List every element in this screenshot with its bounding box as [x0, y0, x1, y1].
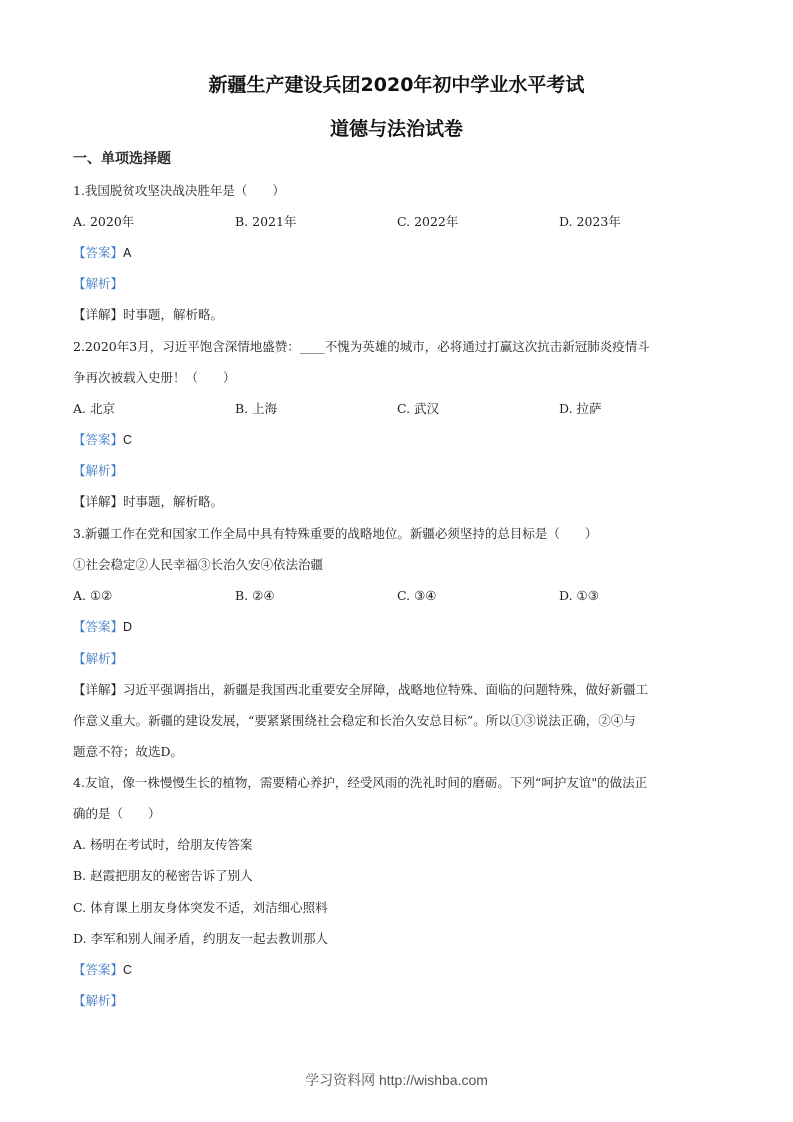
- question-3-detail-line-2: 作意义重大。新疆的建设发展，“要紧紧围绕社会稳定和长治久安总目标”。所以①③说法正确，②④与: [73, 713, 636, 728]
- question-2-stem-line-2: 争再次被载入史册！（ ）: [73, 370, 236, 385]
- answer-label: 【答案】: [73, 962, 124, 977]
- question-1-option-c: C. 2022年: [397, 214, 459, 229]
- question-2-answer: [73, 431, 132, 449]
- question-1-detail: [73, 306, 223, 324]
- detail-label: 【详解】: [73, 494, 124, 509]
- question-3-statements: ①社会稳定②人民幸福③长治久安④依法治疆: [73, 557, 324, 572]
- question-2-option-d: D. 拉萨: [559, 401, 602, 416]
- question-1-answer: [73, 244, 131, 262]
- question-2-stem-line-1: 2.2020年3月，习近平饱含深情地盛赞：____不愧为英雄的城市，必将通过打赢这次抗击新冠肺炎疫情斗: [73, 339, 650, 354]
- question-4-option-b: B. 赵霞把朋友的秘密告诉了别人: [73, 868, 253, 883]
- detail-text: 时事题，解析略。: [123, 307, 224, 322]
- question-1-option-d: D. 2023年: [559, 214, 621, 229]
- question-2-detail: [73, 493, 223, 511]
- question-3-option-b: B. ②④: [235, 588, 275, 603]
- question-1-analysis-label: 【解析】: [73, 276, 124, 291]
- document-title: 新疆生产建设兵团2020年初中学业水平考试: [208, 74, 585, 96]
- answer-value: C: [123, 963, 133, 977]
- question-4-stem-line-1: 4.友谊，像一株慢慢生长的植物，需要精心养护，经受风雨的洗礼时间的磨砺。下列“呵护友谊"的做法正: [73, 775, 648, 790]
- question-3-detail-line-3: 题意不符；故选D。: [73, 744, 184, 759]
- answer-value: C: [123, 433, 133, 447]
- question-3-detail-line-1: [73, 681, 648, 699]
- section-heading: 一、单项选择题: [73, 151, 171, 167]
- question-3-option-d: D. ①③: [559, 588, 599, 603]
- question-3-option-c: C. ③④: [397, 588, 437, 603]
- question-4-stem-line-2: 确的是（ ）: [73, 806, 161, 821]
- question-2-analysis-label: 【解析】: [73, 463, 124, 478]
- detail-text: 时事题，解析略。: [123, 494, 224, 509]
- question-3-answer: [73, 618, 132, 636]
- answer-value: A: [123, 246, 132, 260]
- question-1-option-b: B. 2021年: [235, 214, 297, 229]
- answer-value: D: [123, 620, 133, 634]
- question-2-option-c: C. 武汉: [397, 401, 440, 416]
- question-3-option-a: A. ①②: [73, 588, 113, 603]
- question-4-option-a: A. 杨明在考试时，给朋友传答案: [73, 837, 253, 852]
- question-1-stem: 1.我国脱贫攻坚决战决胜年是（ ）: [73, 183, 285, 198]
- question-4-answer: [73, 961, 132, 979]
- question-2-option-b: B. 上海: [235, 401, 278, 416]
- page-footer-watermark: 学习资料网 http://wishba.com: [305, 1072, 488, 1088]
- document-subtitle: 道德与法治试卷: [329, 118, 463, 140]
- detail-label: 【详解】: [73, 682, 124, 697]
- answer-label: 【答案】: [73, 619, 124, 634]
- question-4-analysis-label: 【解析】: [73, 993, 124, 1008]
- detail-label: 【详解】: [73, 307, 124, 322]
- answer-label: 【答案】: [73, 245, 124, 260]
- question-1-option-a: A. 2020年: [73, 214, 135, 229]
- detail-text: 习近平强调指出，新疆是我国西北重要安全屏障，战略地位特殊、面临的问题特殊，做好新疆工: [123, 682, 649, 697]
- question-2-option-a: A. 北京: [73, 401, 115, 416]
- question-3-analysis-label: 【解析】: [73, 651, 124, 666]
- question-4-option-d: D. 李军和别人闹矛盾，约朋友一起去教训那人: [73, 931, 329, 946]
- question-3-stem-line-1: 3.新疆工作在党和国家工作全局中具有特殊重要的战略地位。新疆必须坚持的总目标是（ ）: [73, 526, 598, 541]
- answer-label: 【答案】: [73, 432, 124, 447]
- question-4-option-c: C. 体育课上朋友身体突发不适，刘洁细心照料: [73, 900, 328, 915]
